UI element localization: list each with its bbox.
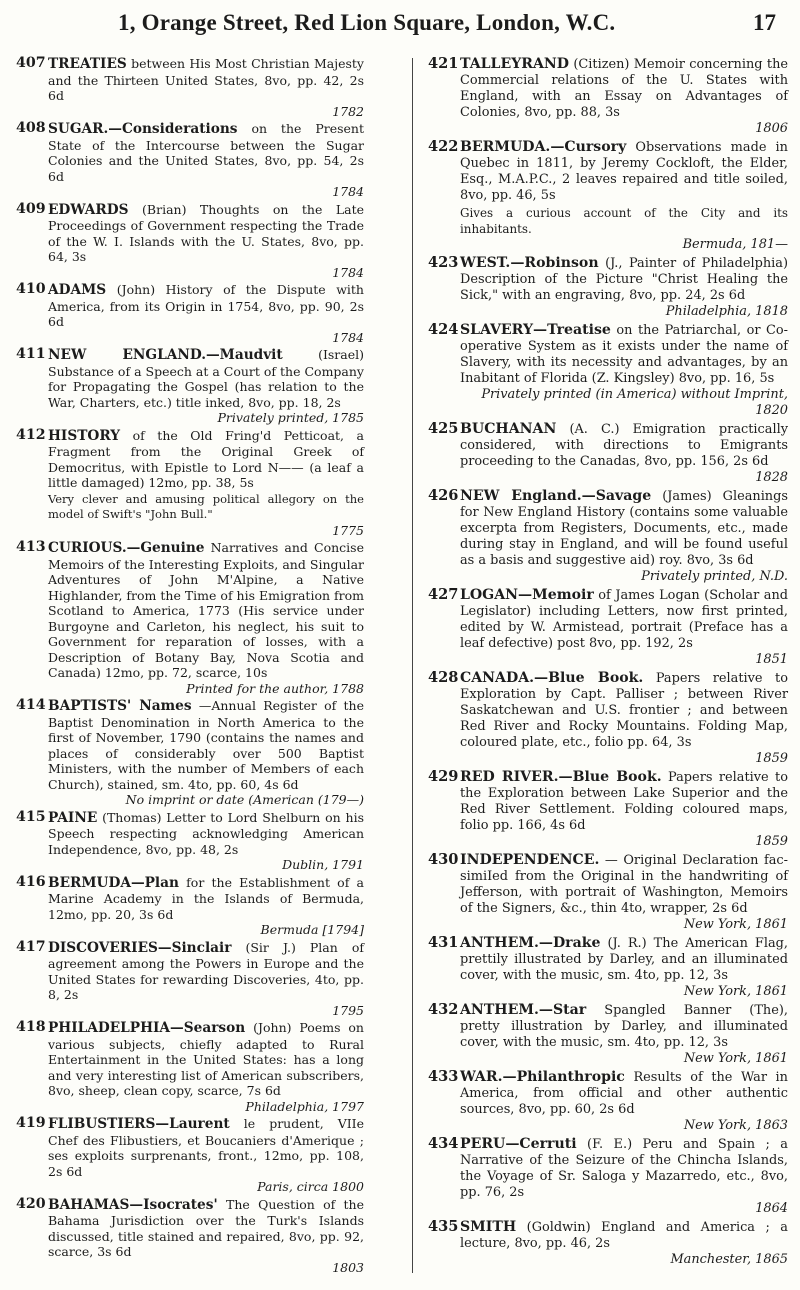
entry-number: 426 <box>428 487 459 504</box>
entry-number: 423 <box>428 254 459 271</box>
entry-title: NEW England.—Savage <box>460 488 652 504</box>
entry-imprint: 1795 <box>332 1002 364 1018</box>
left-column <box>16 56 364 1277</box>
catalogue-entry <box>428 587 788 668</box>
entry-description: (Brian) Thoughts on the Late Proceedings of Government respecting the Trade of the W. I. Islands with the U. States, 8vo, pp. 64, 3s <box>48 201 364 264</box>
catalogue-entry <box>428 670 788 767</box>
entry-description: (A. C.) Emigration practically considered, with directions to Emigrants proceeding to the Canadas, 8vo, pp. 156, 2s 6d <box>460 422 788 469</box>
entry-description: The Question of the Bahama Jurisdiction over the Turk's Islands discussed, title stained and repaired, 8vo, pp. 92, scarce, 3s 6d <box>48 1196 364 1259</box>
entry-description: (Israel) Substance of a Speech at a Court of the Company for Propagating the Gospel (has relation to the War, Charters, etc.) title inked, 8vo, pp. 18, 2s <box>48 347 364 410</box>
entry-title: BERMUDA.—Cursory <box>460 139 627 155</box>
entry-description: Papers relative to Exploration by Capt. Palliser ; between River Saskatchewan and U.S. frontier ; and between Red River and Rocky Mountains. Folding Map, coloured plate, etc., folio pp. 64, 3s <box>460 671 788 750</box>
entry-description: Narratives and Concise Memoirs of the Interesting Exploits, and Singular Adventures of John M'Alpine, a Native Highlander, from the Time of his Emigration from Scotland to America, 1773 (His service under Burgoyne and Carleton, his neglect, his suit to Government for reparation of losses, with a Description of Botany Bay, Nova Scotia and Canada) 12mo, pp. 72, scarce, 10s <box>48 540 364 680</box>
entry-title: BUCHANAN <box>460 421 557 437</box>
entry-imprint: 1784 <box>332 329 364 345</box>
entry-description: (Thomas) Letter to Lord Shelburn on his Speech respecting acknowledging American Independence, 8vo, pp. 48, 2s <box>48 809 364 857</box>
entry-title: PAINE <box>48 809 98 826</box>
entry-imprint: Paris, circa 1800 <box>257 1179 364 1194</box>
entry-title: EDWARDS <box>48 201 129 218</box>
entry-description: (John) History of the Dispute with America, from its Origin in 1754, 8vo, pp. 90, 2s 6d <box>48 282 364 329</box>
catalogue-entry <box>16 282 364 345</box>
entry-number: 408 <box>16 120 46 136</box>
entry-imprint: New York, 1861 <box>683 1051 788 1066</box>
entry-title: SLAVERY—Treatise <box>460 322 611 338</box>
entry-title: HISTORY <box>48 427 121 444</box>
catalogue-entry <box>16 121 364 200</box>
entry-description: (John) Poems on various subjects, chiefly adapted to Rural Entertainment in the United States: has a long and very interesting list of American subscribers, 8vo, sheep, clean copy, scarce, 7s 6d <box>48 1020 364 1098</box>
entry-imprint: 1859 <box>755 751 788 766</box>
entry-number: 419 <box>16 1115 46 1131</box>
entry-number: 431 <box>428 934 459 951</box>
entry-title: PERU—Cerruti <box>460 1136 577 1152</box>
entry-number: 410 <box>16 281 46 297</box>
entry-imprint: 1828 <box>755 470 788 485</box>
entry-number: 425 <box>428 420 459 437</box>
entry-imprint: Privately printed (in America) without Imprint, 1820 <box>481 387 793 418</box>
entry-description: (James) Gleanings for New England History (contains some valuable excerpta from Registers, Documents, etc., made during stay in England, and will be found useful as a basis and suggestive aid) roy. 8vo, 3s 6d <box>460 489 788 568</box>
catalogue-entry <box>16 347 364 426</box>
entry-imprint: 1851 <box>755 652 788 667</box>
entry-imprint: 1782 <box>332 103 364 119</box>
entry-title: ANTHEM.—Star <box>460 1002 587 1018</box>
entry-description: on the Patriarchal, or Co-operative System as it exists under the name of Slavery, with its necessity and advantages, by an Inabitant of Florida (Z. Kingsley) 8vo, pp. 16, 5s <box>460 323 788 386</box>
entry-description: — Original Declaration fac-simiIed from the Original in the handwriting of Jefferson, with portrait of Washington, Memoirs of the Signers, &c., thin 4to, wrapper, 2s 6d <box>460 853 788 916</box>
catalogue-entry <box>428 1069 788 1134</box>
catalogue-entry <box>428 139 788 253</box>
right-column <box>428 55 793 1270</box>
entry-description: Papers relative to the Exploration between Lake Superior and the Red River Settlement. Folding coloured maps, folio pp. 166, 4s 6d <box>460 770 788 833</box>
entry-imprint: New York, 1863 <box>683 1118 788 1133</box>
entry-description: (Sir J.) Plan of agreement among the Powers in Europe and the United States for rewarding Discoveries, 4to, pp. 8, 2s <box>48 939 364 1002</box>
entry-title: ANTHEM.—Drake <box>460 935 601 951</box>
entry-number: 418 <box>16 1019 46 1035</box>
entry-title: ADAMS <box>48 282 107 298</box>
page-header <box>0 4 800 44</box>
publisher-address: 1, Orange Street, Red Lion Square, London, W.C. <box>118 10 616 35</box>
catalogue-entry <box>428 769 788 850</box>
entry-description: Results of the War in America, from official and other authentic sources, 8vo, pp. 60, 2s 6d <box>460 1070 788 1117</box>
entry-imprint: Privately printed, 1785 <box>217 410 364 425</box>
entry-imprint: Philadelphia, 1797 <box>245 1098 364 1114</box>
entry-imprint: 1806 <box>755 121 788 136</box>
entry-note: Gives a curious account of the City and its inhabitants. <box>460 206 788 236</box>
entry-title: TREATIES <box>48 56 127 72</box>
entry-description: on the Present State of the Intercourse between the Sugar Colonies and the United States, 8vo, pp. 54, 2s 6d <box>48 121 364 184</box>
entry-description: (J., Painter of Philadelphia) Description of the Picture "Christ Healing the Sick," with an engraving, 8vo, pp. 24, 2s 6d <box>460 256 788 303</box>
entry-title: NEW ENGLAND.—Maudvit <box>48 347 283 363</box>
entry-description: (J. R.) The American Flag, prettily illustrated by Darley, and an illuminated cover, with the music, sm. 4to, pp. 12, 3s <box>460 936 788 983</box>
catalogue-entry <box>16 540 364 696</box>
entry-title: WEST.—Robinson <box>460 255 599 271</box>
entry-imprint: Privately printed, N.D. <box>641 569 788 584</box>
entry-title: CURIOUS.—Genuine <box>48 540 205 556</box>
entry-description: (Goldwin) England and America ; a lecture, 8vo, pp. 46, 2s <box>460 1220 788 1251</box>
entry-imprint: No imprint or date (American (179—) <box>125 792 364 807</box>
entry-imprint: 1775 <box>332 522 364 538</box>
entry-description: (Citizen) Memoir concerning the Commercial relations of the U. States with England, with an Essay on Advantages of Colonies, 8vo, pp. 88, 3s <box>460 57 788 120</box>
entry-number: 427 <box>428 586 459 603</box>
entry-description: le prudent, VIIe Chef des Flibustiers, et Boucaniers d'Amerique ; ses exploits surprenants, front., 12mo, pp. 108, 2s 6d <box>48 1116 364 1179</box>
entry-description: of the Old Fring'd Petticoat, a Fragment from the Original Greek of Democritus, with Epistle to Lord N—— (a leaf a little damaged) 12mo, pp. 38, 5s <box>48 427 365 490</box>
catalogue-entry <box>16 1197 364 1276</box>
entry-title: TALLEYRAND <box>460 56 570 72</box>
entry-imprint: 1784 <box>332 184 364 199</box>
entry-title: RED RIVER.—Blue Book. <box>460 769 662 785</box>
entry-imprint: New York, 1861 <box>683 917 788 932</box>
entry-imprint: Philadelphia, 1818 <box>665 304 788 319</box>
catalogue-entry <box>16 1020 364 1114</box>
entry-imprint: Bermuda, 181— <box>682 237 788 252</box>
entry-number: 417 <box>16 938 46 955</box>
catalogue-entry <box>16 202 364 281</box>
entry-number: 435 <box>428 1218 459 1235</box>
catalogue-entry <box>428 1219 788 1268</box>
entry-number: 421 <box>428 55 459 72</box>
entry-number: 413 <box>16 539 46 555</box>
entry-number: 430 <box>428 851 459 868</box>
entry-title: DISCOVERIES—Sinclair <box>48 939 232 956</box>
catalogue-entry <box>428 56 788 137</box>
entry-number: 428 <box>428 669 459 686</box>
entry-title: INDEPENDENCE. <box>460 852 600 868</box>
entry-title: CANADA.—Blue Book. <box>460 670 644 686</box>
page-number: 17 <box>753 10 776 35</box>
column-divider <box>412 58 413 1273</box>
catalogue-entry <box>16 810 364 873</box>
entry-note: Very clever and amusing political allegory on the model of Swift's "John Bull." <box>48 491 364 521</box>
entry-number: 424 <box>428 321 459 338</box>
entry-description: of James Logan (Scholar and Legislator) including Letters, now first printed, edited by W. Armistead, portrait (Preface has a leaf defective) post 8vo, pp. 192, 2s <box>460 588 789 651</box>
catalogue-entry <box>428 255 788 320</box>
catalogue-entry <box>16 56 364 119</box>
entry-title: BAPTISTS' Names <box>48 698 192 714</box>
catalogue-entry <box>428 488 788 585</box>
entry-title: BAHAMAS—Isocrates' <box>48 1196 218 1213</box>
entry-imprint: 1784 <box>332 264 364 280</box>
entry-title: SUGAR.—Considerations <box>48 121 238 137</box>
entry-imprint: 1864 <box>755 1201 788 1216</box>
catalogue-entry <box>428 1136 788 1217</box>
catalogue-entry <box>16 428 364 539</box>
entry-title: PHILADELPHIA—Searson <box>48 1020 246 1036</box>
catalogue-entry <box>428 421 788 486</box>
entry-number: 420 <box>16 1195 46 1212</box>
catalogue-entry <box>428 935 788 1000</box>
entry-title: FLIBUSTIERS—Laurent <box>48 1116 230 1132</box>
catalogue-entry <box>428 1002 788 1067</box>
catalogue-entry <box>16 1116 364 1195</box>
entry-title: BERMUDA—Plan <box>48 874 179 891</box>
entry-number: 434 <box>428 1135 459 1152</box>
entry-title: SMITH <box>460 1219 517 1235</box>
catalogue-entry <box>428 321 793 419</box>
entry-description: between His Most Christian Majesty and the Thirteen United States, 8vo, pp. 42, 2s 6d <box>48 56 364 103</box>
entry-number: 409 <box>16 200 46 217</box>
entry-description: Spangled Banner (The), pretty illustration by Darley, and illuminated cover, with the music, sm. 4to, pp. 12, 3s <box>460 1003 788 1050</box>
entry-number: 416 <box>16 873 46 890</box>
catalogue-entry <box>428 852 788 933</box>
entry-number: 429 <box>428 768 459 785</box>
entry-number: 412 <box>16 426 46 443</box>
entry-description: (F. E.) Peru and Spain ; a Narrative of the Seizure of the Chincha Islands, the Voyage of Sr. Saloga y Mazarredo, etc., 8vo, pp. 76, 2s <box>460 1137 788 1200</box>
entry-title: LOGAN—Memoir <box>460 587 594 603</box>
entry-imprint: Bermuda [1794] <box>260 922 364 937</box>
entry-imprint: Printed for the author, 1788 <box>186 680 364 696</box>
catalogue-entry <box>16 940 364 1019</box>
catalogue-entry <box>16 698 364 808</box>
catalogue-entry <box>16 875 364 938</box>
entry-imprint: Dublin, 1791 <box>282 857 364 872</box>
entry-imprint: 1803 <box>332 1259 364 1275</box>
entry-number: 415 <box>16 808 46 825</box>
entry-number: 422 <box>428 138 459 155</box>
entry-imprint: Manchester, 1865 <box>670 1252 788 1267</box>
entry-imprint: 1859 <box>755 834 788 849</box>
entry-description: for the Establishment of a Marine Academy in the Islands of Bermuda, 12mo, pp. 20, 3s 6d <box>48 874 364 922</box>
entry-title: WAR.—Philanthropic <box>460 1069 625 1085</box>
entry-number: 411 <box>16 346 46 362</box>
entry-number: 414 <box>16 697 46 713</box>
entry-description: —Annual Register of the Baptist Denomination in North America to the first of November, 1790 (contains the names and places of considerably over 500 Baptist Ministers, with the number of Members of each Church), stained, sm. 4to, pp. 60, 4s 6d <box>48 698 364 792</box>
entry-description: Observations made in Quebec in 1811, by Jeremy Cockloft, the Elder, Esq., M.A.P.C., 2 leaves repaired and title soiled, 8vo, pp. 46, 5s <box>460 140 788 203</box>
entry-number: 407 <box>16 55 46 71</box>
entry-number: 433 <box>428 1068 459 1085</box>
entry-number: 432 <box>428 1001 459 1018</box>
entry-imprint: New York, 1861 <box>683 984 788 999</box>
